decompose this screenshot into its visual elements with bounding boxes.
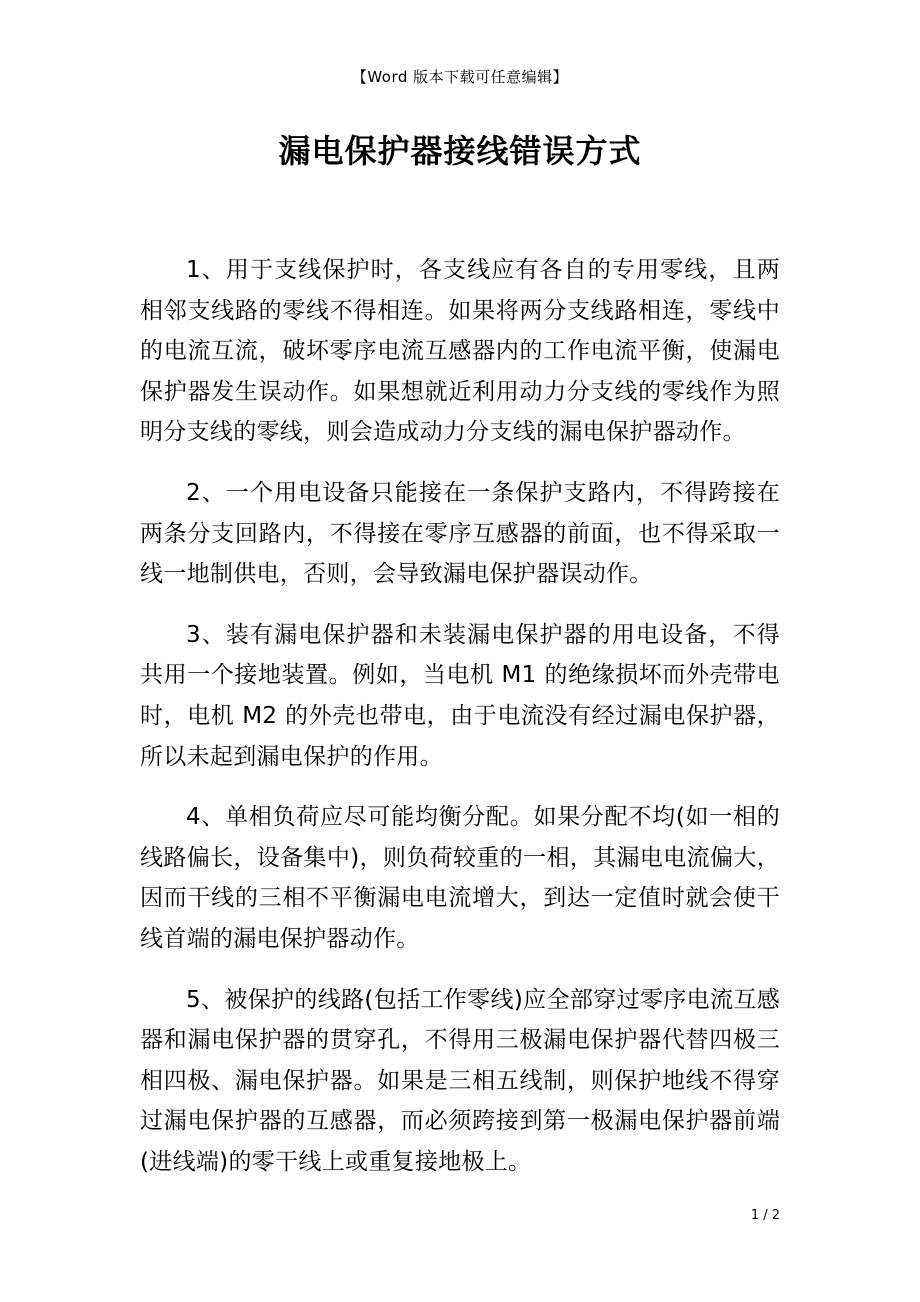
paragraph-1: 1、用于支线保护时，各支线应有各自的专用零线，且两相邻支线路的零线不得相连。如果将两分支线路相连，零线中的电流互流，破坏零序电流互感器内的工作电流平衡，使漏电保护器发生误动作。如果想就近利用动力分支线的零线作为照明分支线的零线，则会造成动力分支线的漏电保护器动作。 [140, 257, 780, 446]
document-title: 漏电保护器接线错误方式 [278, 132, 642, 170]
paragraph-3: 3、装有漏电保护器和未装漏电保护器的用电设备，不得共用一个接地装置。例如，当电机 M1 的绝缘损坏而外壳带电时，电机 M2 的外壳也带电，由于电流没有经过漏电保护器，所以未起到漏电保护的作用。 [140, 621, 780, 770]
page-number: 1 / 2 [750, 1208, 780, 1223]
paragraph-4: 4、单相负荷应尽可能均衡分配。如果分配不均(如一相的线路偏长，设备集中)，则负荷较重的一相，其漏电电流偏大，因而干线的三相不平衡漏电电流增大，到达一定值时就会使干线首端的漏电保护器动作。 [140, 804, 780, 952]
document-body [140, 250, 780, 1202]
header-note: 【Word 版本下载可任意编辑】 [351, 68, 569, 86]
paragraph-2: 2、一个用电设备只能接在一条保护支路内，不得跨接在两条分支回路内，不得接在零序互感器的前面，也不得采取一线一地制供电，否则，会导致漏电保护器误动作。 [140, 479, 780, 588]
paragraph-5: 5、被保护的线路(包括工作零线)应全部穿过零序电流互感器和漏电保护器的贯穿孔，不得用三极漏电保护器代替四极三相四极、漏电保护器。如果是三相五线制，则保护地线不得穿过漏电保护器的互感器，而必须跨接到第一极漏电保护器前端(进线端)的零干线上或重复接地极上。 [140, 986, 780, 1175]
